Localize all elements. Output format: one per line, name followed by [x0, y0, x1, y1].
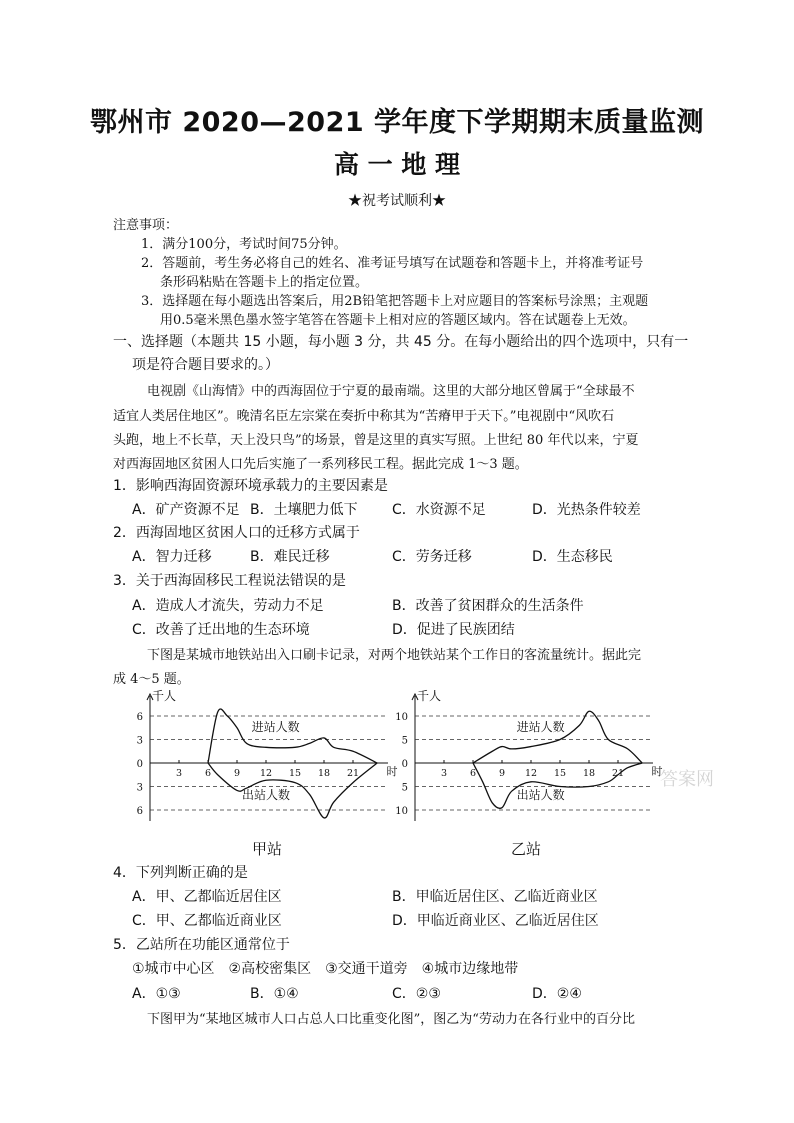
y-tick-label: 6 — [136, 806, 143, 817]
good-luck-banner: ★祝考试顺利★ — [348, 193, 446, 209]
x-tick-label: 9 — [498, 768, 506, 779]
question-3-option-c: C．改善了迁出地的生态环境 — [132, 622, 310, 638]
x-axis-unit: 时 — [386, 765, 398, 778]
section-heading-cont: 项是符合题目要求的。） — [132, 357, 279, 373]
question-5-option-b: B．①④ — [250, 986, 299, 1002]
zero-label: 0 — [136, 759, 143, 770]
passage-line: 对西海固地区贫困人口先后实施了一系列移民工程。据此完成 1～3 题。 — [113, 457, 528, 472]
x-tick-label: 12 — [259, 768, 273, 779]
question-5-stem: 5．乙站所在功能区通常位于 — [113, 937, 290, 953]
question-1-option-b: B．土壤肥力低下 — [250, 502, 358, 518]
question-1-option-d: D．光热条件较差 — [532, 502, 641, 518]
question-4-option-d: D．甲临近商业区、乙临近居住区 — [392, 913, 599, 929]
x-tick-label: 18 — [582, 768, 596, 779]
question-3-option-b: B．改善了贫困群众的生活条件 — [392, 598, 584, 614]
exam-title: 鄂州市 2020—2021 学年度下学期期末质量监测 — [89, 107, 705, 138]
x-tick-label: 12 — [524, 768, 538, 779]
x-axis-unit: 时 — [651, 765, 663, 778]
question-2-option-c: C．劳务迁移 — [392, 549, 472, 565]
question-4-option-a: A．甲、乙都临近居住区 — [132, 889, 282, 905]
chart-yi-station — [395, 688, 665, 828]
x-tick-label: 15 — [288, 768, 302, 779]
series-outbound-label: 出站人数 — [516, 787, 565, 802]
question-5-option-d: D．②④ — [532, 986, 582, 1002]
series-inbound-label: 进站人数 — [516, 720, 565, 735]
series-inbound-line — [208, 709, 377, 763]
x-tick-label: 21 — [346, 768, 360, 779]
y-tick-label: 6 — [136, 712, 143, 723]
y-tick-label: 5 — [401, 735, 408, 747]
note-item: 2．答题前，考生务必将自己的姓名、准考证号填写在试题卷和答题卡上，并将准考证号 — [141, 256, 644, 271]
section-heading: 一、选择题（本题共 15 小题，每小题 3 分，共 45 分。在每小题给出的四个选项中，只有一 — [113, 334, 689, 350]
passage-line: 电视剧《山海情》中的西海固位于宁夏的最南端。这里的大部分地区曾属于“全球最不 — [147, 384, 635, 399]
question-2-stem: 2．西海固地区贫困人口的迁移方式属于 — [113, 525, 360, 541]
note-item: 用0.5毫米黑色墨水签字笔答在答题卡上相对应的答题区域内。答在试题卷上无效。 — [160, 313, 636, 328]
question-4-option-b: B．甲临近居住区、乙临近商业区 — [392, 889, 598, 905]
notes-heading: 注意事项： — [113, 218, 179, 233]
question-3-stem: 3．关于西海固移民工程说法错误的是 — [113, 573, 346, 589]
series-outbound-label: 出站人数 — [241, 787, 291, 802]
note-item: 1．满分100分，考试时间75分钟。 — [141, 237, 347, 252]
x-tick-label: 21 — [611, 768, 625, 779]
subject-title: 高 一 地 理 — [333, 150, 461, 179]
y-axis-unit: 千人 — [416, 689, 442, 703]
question-1-option-a: A．矿产资源不足 — [132, 502, 240, 518]
question-5-choices: ①城市中心区 ②高校密集区 ③交通干道旁 ④城市边缘地带 — [132, 961, 519, 977]
x-tick-label: 9 — [233, 768, 241, 779]
question-4-stem: 4．下列判断正确的是 — [113, 865, 248, 881]
passage-line: 下图甲为“某地区城市人口占总人口比重变化图”，图乙为“劳动力在各行业中的百分比 — [147, 1012, 635, 1027]
note-item: 3．选择题在每小题选出答案后，用2B铅笔把答题卡上对应题目的答案标号涂黑；主观题 — [141, 294, 649, 309]
question-2-option-b: B．难民迁移 — [250, 549, 330, 565]
y-tick-label: 5 — [401, 782, 408, 794]
passage-line: 下图是某城市地铁站出入口刷卡记录，对两个地铁站某个工作日的客流量统计。据此完 — [147, 648, 642, 663]
x-tick-label: 6 — [204, 768, 212, 779]
question-4-option-c: C．甲、乙都临近商业区 — [132, 913, 282, 929]
passage-line: 头跑，地上不长草，天上没只鸟”的场景，曾是这里的真实写照。上世纪 80 年代以来，宁夏 — [113, 433, 639, 448]
question-5-option-a: A．①③ — [132, 986, 181, 1002]
question-2-option-a: A．智力迁移 — [132, 549, 212, 565]
y-tick-label: 10 — [395, 806, 408, 817]
note-item: 条形码粘贴在答题卡上的指定位置。 — [160, 275, 369, 290]
chart-jia-station — [130, 688, 400, 828]
chart-yi-caption: 乙站 — [511, 840, 542, 858]
x-tick-label: 3 — [440, 768, 448, 779]
passage-line: 成 4～5 题。 — [113, 672, 190, 687]
question-1-stem: 1．影响西海固资源环境承载力的主要因素是 — [113, 478, 388, 494]
zero-label: 0 — [401, 759, 408, 770]
y-tick-label: 10 — [395, 712, 408, 723]
series-inbound-line — [473, 711, 642, 763]
y-tick-label: 3 — [136, 782, 143, 794]
watermark: 答案网 — [660, 769, 714, 790]
series-inbound-label: 进站人数 — [251, 720, 300, 735]
question-3-option-a: A．造成人才流失，劳动力不足 — [132, 598, 324, 614]
y-axis-unit: 千人 — [151, 689, 177, 703]
x-tick-label: 3 — [175, 768, 183, 779]
y-tick-label: 3 — [136, 735, 143, 747]
question-3-option-d: D．促进了民族团结 — [392, 622, 515, 638]
x-tick-label: 15 — [553, 768, 567, 779]
question-5-option-c: C．②③ — [392, 986, 441, 1002]
chart-jia-caption: 甲站 — [252, 840, 283, 858]
question-1-option-c: C．水资源不足 — [392, 502, 486, 518]
passage-line: 适宜人类居住地区”。晚清名臣左宗棠在奏折中称其为“苦瘠甲于天下。”电视剧中“风吹石 — [113, 409, 615, 424]
question-2-option-d: D．生态移民 — [532, 549, 613, 565]
x-tick-label: 6 — [469, 768, 477, 779]
x-tick-label: 18 — [317, 768, 331, 779]
